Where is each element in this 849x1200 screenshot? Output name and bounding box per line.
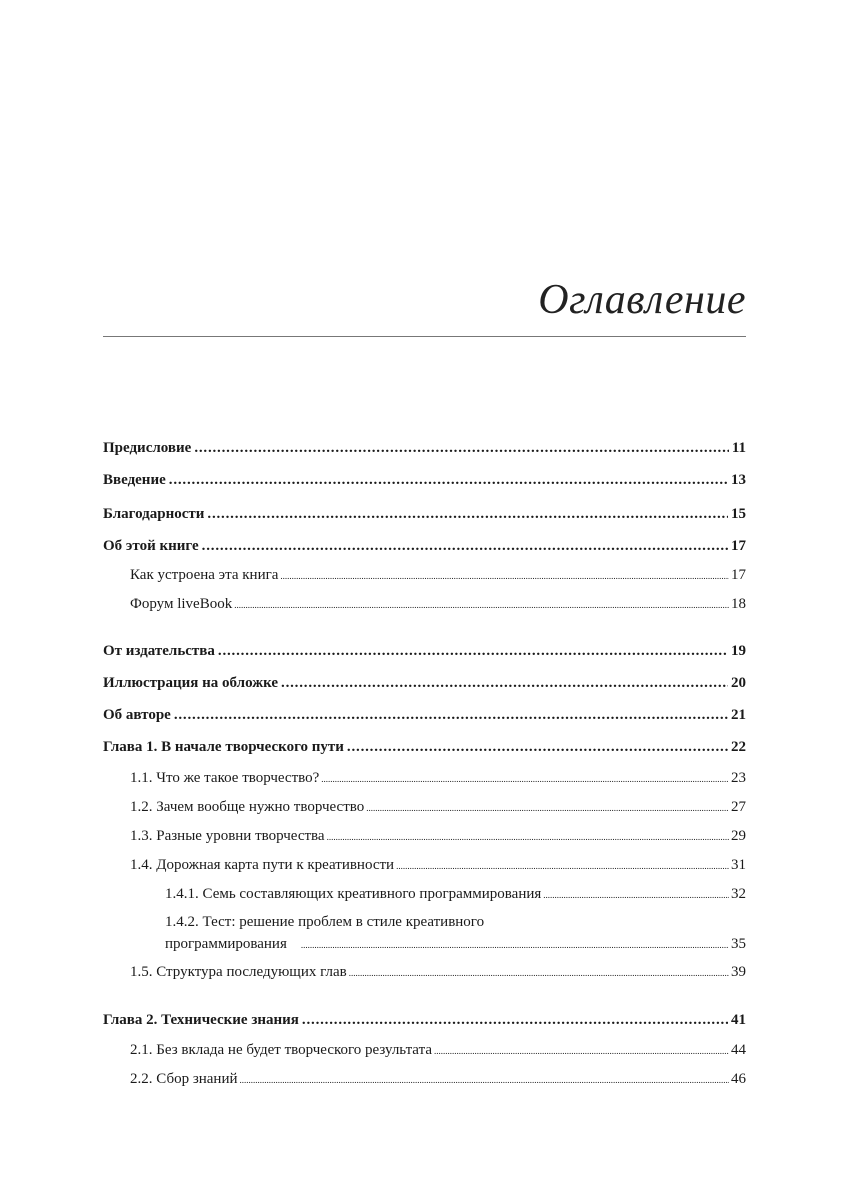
toc-entry-about-author[interactable] bbox=[103, 707, 746, 724]
toc-page-number: 35 bbox=[731, 936, 746, 952]
toc-label: Об этой книге bbox=[103, 538, 199, 554]
toc-leader bbox=[234, 600, 729, 610]
toc-leader bbox=[347, 739, 728, 756]
toc-entry-section-1-4-1[interactable] bbox=[103, 886, 746, 903]
toc-label: 1.3. Разные уровни творчества bbox=[130, 828, 325, 844]
toc-label: Введение bbox=[103, 472, 166, 488]
toc-entry-chapter-1[interactable] bbox=[103, 739, 746, 756]
toc-label-continuation: программирования bbox=[165, 936, 287, 952]
toc-label: 1.1. Что же такое творчество? bbox=[130, 770, 320, 786]
toc-leader bbox=[434, 1046, 729, 1056]
toc-entry-section-1-2[interactable] bbox=[103, 799, 746, 816]
toc-leader bbox=[218, 643, 728, 660]
toc-label: Иллюстрация на обложке bbox=[103, 675, 279, 691]
toc-label: Как устроена эта книга bbox=[130, 567, 279, 583]
toc-page-number: 46 bbox=[731, 1071, 746, 1087]
toc-page-number: 18 bbox=[731, 596, 746, 612]
toc-entry-cover-illustration[interactable] bbox=[103, 675, 746, 692]
toc-leader bbox=[301, 940, 729, 950]
toc-entry-section-1-4[interactable] bbox=[103, 857, 746, 874]
toc-page-number: 21 bbox=[731, 707, 746, 723]
toc-label: 1.2. Зачем вообще нужно творчество bbox=[130, 799, 365, 815]
toc-leader bbox=[396, 861, 729, 871]
toc-label: 1.4. Дорожная карта пути к креативности bbox=[130, 857, 395, 873]
toc-label: 2.1. Без вклада не будет творческого результата bbox=[130, 1042, 432, 1058]
toc-entry-section-1-3[interactable] bbox=[103, 828, 746, 845]
toc-page-number: 32 bbox=[731, 886, 746, 902]
toc-page-number: 17 bbox=[731, 567, 746, 583]
toc-leader bbox=[194, 440, 729, 457]
toc-page-number: 31 bbox=[731, 857, 746, 873]
toc-page-number: 29 bbox=[731, 828, 746, 844]
toc-leader bbox=[327, 832, 729, 842]
toc-label: 1.5. Структура последующих глав bbox=[130, 964, 347, 980]
toc-leader bbox=[207, 506, 728, 523]
toc-page-number: 13 bbox=[731, 472, 746, 488]
toc-label: 2.2. Сбор знаний bbox=[130, 1071, 238, 1087]
toc-page-number: 27 bbox=[731, 799, 746, 815]
toc-leader bbox=[349, 968, 729, 978]
toc-entry-livebook-forum[interactable] bbox=[103, 596, 746, 613]
toc-page-number: 23 bbox=[731, 770, 746, 786]
toc-leader bbox=[281, 675, 728, 692]
toc-label: Глава 1. В начале творческого пути bbox=[103, 739, 344, 755]
toc-entry-section-2-1[interactable] bbox=[103, 1042, 746, 1059]
toc-page-number: 20 bbox=[731, 675, 746, 691]
toc-leader bbox=[169, 472, 728, 489]
toc-label[interactable]: 1.4.2. Тест: решение проблем в стиле креативного bbox=[165, 914, 485, 930]
toc-entry-chapter-2[interactable] bbox=[103, 1012, 746, 1029]
toc-page-number: 15 bbox=[731, 506, 746, 522]
toc-entry-section-1-1[interactable] bbox=[103, 770, 746, 787]
toc-page-number: 22 bbox=[731, 739, 746, 755]
toc-entry-acknowledgments[interactable] bbox=[103, 506, 746, 523]
toc-entry-introduction[interactable] bbox=[103, 472, 746, 489]
title-rule bbox=[103, 336, 746, 337]
toc-label: 1.4.1. Семь составляющих креативного программирования bbox=[165, 886, 542, 902]
toc-page-number: 17 bbox=[731, 538, 746, 554]
toc-entry-from-publisher[interactable] bbox=[103, 643, 746, 660]
toc-leader bbox=[174, 707, 728, 724]
toc-label: Предисловие bbox=[103, 440, 192, 456]
toc-page-number: 44 bbox=[731, 1042, 746, 1058]
toc-leader bbox=[280, 571, 729, 581]
toc-label: От издательства bbox=[103, 643, 215, 659]
toc-entry-preface[interactable] bbox=[103, 440, 746, 457]
toc-label: Об авторе bbox=[103, 707, 171, 723]
toc-leader bbox=[240, 1075, 729, 1085]
toc-label: Глава 2. Технические знания bbox=[103, 1012, 299, 1028]
toc-entry-about-book[interactable] bbox=[103, 538, 746, 555]
toc-entry-section-1-5[interactable] bbox=[103, 964, 746, 981]
toc-label: Форум liveBook bbox=[130, 596, 233, 612]
toc-leader bbox=[543, 890, 729, 900]
toc-page-number: 39 bbox=[731, 964, 746, 980]
toc-entry-book-structure[interactable] bbox=[103, 567, 746, 584]
toc-label: Благодарности bbox=[103, 506, 205, 522]
toc-page-number: 19 bbox=[731, 643, 746, 659]
toc-page-number: 41 bbox=[731, 1012, 746, 1028]
page-title: Оглавление bbox=[538, 277, 746, 323]
toc-page-number: 11 bbox=[731, 440, 746, 456]
toc-entry-section-1-4-2[interactable] bbox=[103, 936, 746, 953]
toc-leader bbox=[321, 774, 729, 784]
toc-entry-section-2-2[interactable] bbox=[103, 1071, 746, 1088]
toc-leader bbox=[202, 538, 728, 555]
toc-leader bbox=[302, 1012, 728, 1029]
toc-leader bbox=[366, 803, 729, 813]
